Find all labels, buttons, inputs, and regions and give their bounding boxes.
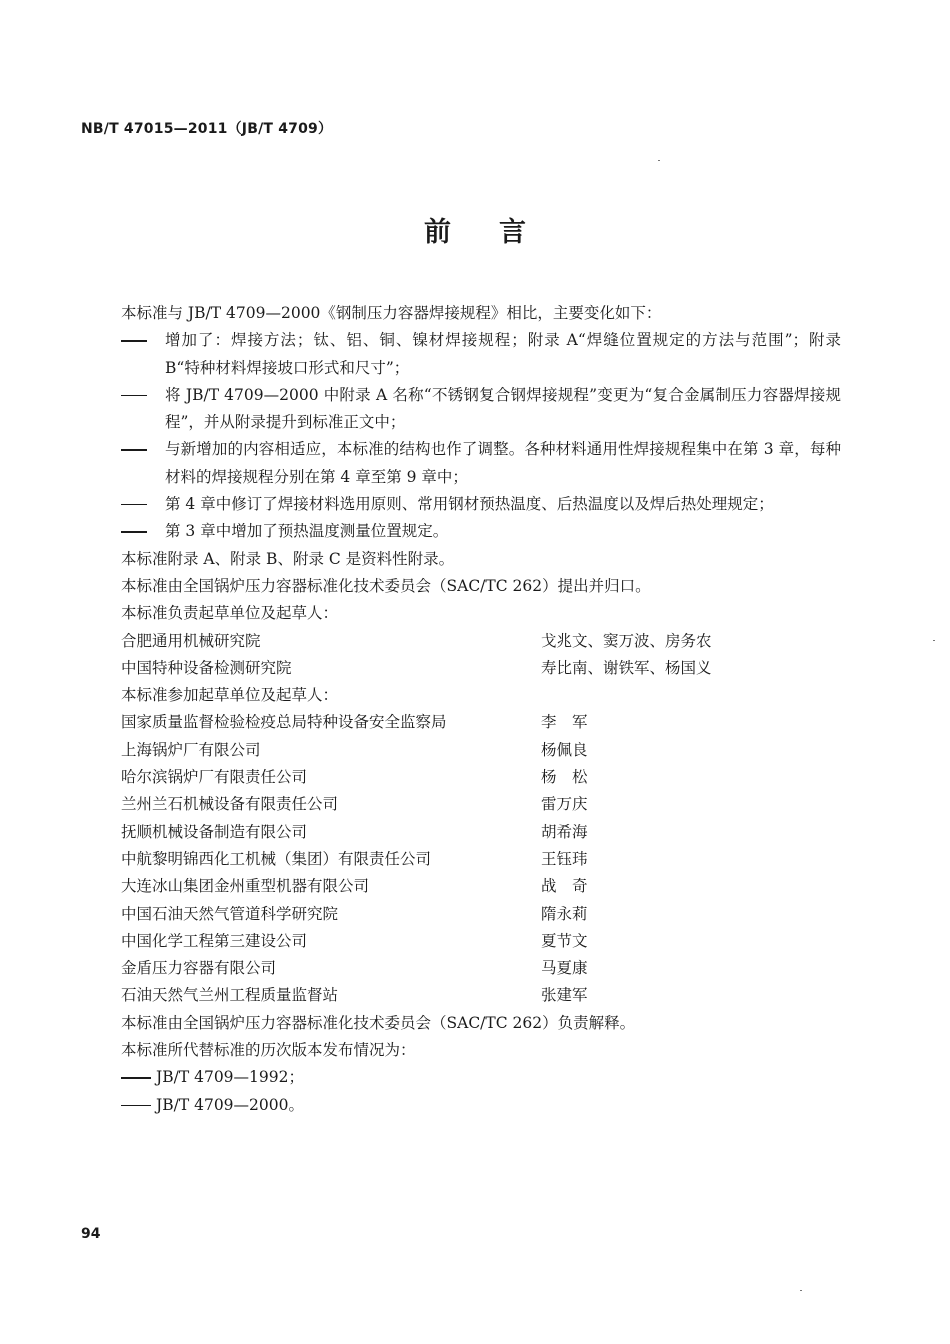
participant-org: 兰州兰石机械设备有限责任公司	[121, 795, 339, 814]
participant-names: 隋永莉	[541, 904, 588, 923]
intro-paragraph: 本标准与 JB/T 4709—2000《钢制压力容器焊接规程》相比，主要变化如下：	[121, 304, 662, 322]
proposed-by: 本标准由全国锅炉压力容器标准化技术委员会（SAC/TC 262）提出并归口。	[121, 576, 651, 595]
history-text: JB/T 4709—1992；	[156, 1068, 304, 1087]
participant-org: 金盾压力容器有限公司	[121, 959, 277, 978]
history-text: JB/T 4709—2000。	[156, 1095, 304, 1114]
participant-names: 李 军	[541, 713, 588, 732]
participant-row	[121, 791, 841, 818]
change-text: 第 3 章中增加了预热温度测量位置规定。	[165, 522, 449, 541]
participant-org: 中航黎明锦西化工机械（集团）有限责任公司	[121, 849, 432, 868]
scan-speck	[933, 640, 935, 641]
history-heading: 本标准所代替标准的历次版本发布情况为：	[121, 1041, 416, 1060]
participant-row	[121, 873, 841, 900]
participant-names: 张建军	[541, 986, 588, 1005]
lead-drafters-heading: 本标准负责起草单位及起草人：	[121, 604, 339, 623]
participant-row	[121, 819, 841, 846]
participant-org: 抚顺机械设备制造有限公司	[121, 822, 308, 841]
participant-row	[121, 709, 841, 736]
scan-speck	[658, 160, 660, 161]
participant-names: 马夏康	[541, 959, 588, 978]
change-item	[121, 518, 841, 545]
drafter-names: 寿比南、谢铁军、杨国义	[541, 658, 712, 677]
participant-row	[121, 982, 841, 1009]
participant-names: 夏节文	[541, 931, 588, 950]
participant-names: 战 奇	[541, 877, 588, 896]
change-text: 第 4 章中修订了焊接材料选用原则、常用钢材预热温度、后热温度以及焊后热处理规定；	[165, 495, 774, 514]
participant-org: 中国石油天然气管道科学研究院	[121, 904, 339, 923]
participant-names: 杨佩良	[541, 740, 588, 759]
drafter-org: 中国特种设备检测研究院	[121, 658, 292, 677]
change-item	[121, 491, 841, 518]
participant-row	[121, 764, 841, 791]
participant-row	[121, 955, 841, 982]
participant-names: 王钰玮	[541, 849, 588, 868]
appendix-note: 本标准附录 A、附录 B、附录 C 是资料性附录。	[121, 549, 455, 568]
standard-code: NB/T 47015—2011（JB/T 4709）	[81, 121, 333, 137]
change-item	[121, 436, 841, 491]
change-text: 增加了：焊接方法；钛、铝、铜、镍材焊接规程；附录 A“焊缝位置规定的方法与范围”；附录 B“特种材料焊接坡口形式和尺寸”；	[165, 331, 841, 377]
participant-org: 上海锅炉厂有限公司	[121, 740, 261, 759]
participant-org: 大连冰山集团金州重型机器有限公司	[121, 877, 370, 896]
participant-org: 中国化学工程第三建设公司	[121, 931, 308, 950]
drafter-row	[121, 628, 841, 655]
foreword-body	[121, 300, 841, 1119]
history-item	[121, 1092, 841, 1119]
drafter-row	[121, 655, 841, 682]
history-item	[121, 1064, 841, 1091]
participant-row	[121, 846, 841, 873]
participant-org: 国家质量监督检验检疫总局特种设备安全监察局	[121, 713, 447, 732]
participant-org: 石油天然气兰州工程质量监督站	[121, 986, 339, 1005]
drafter-org: 合肥通用机械研究院	[121, 631, 261, 650]
change-item	[121, 382, 841, 437]
page-title: 前言	[424, 217, 574, 248]
participant-names: 雷万庆	[541, 795, 588, 814]
participant-row	[121, 737, 841, 764]
interpreted-by: 本标准由全国锅炉压力容器标准化技术委员会（SAC/TC 262）负责解释。	[121, 1013, 636, 1032]
change-text: 将 JB/T 4709—2000 中附录 A 名称“不锈钢复合钢焊接规程”变更为“复合金属制压力容器焊接规程”，并从附录提升到标准正文中；	[165, 385, 841, 432]
participant-names: 胡希海	[541, 822, 588, 841]
page-number: 94	[81, 1226, 101, 1242]
participant-row	[121, 928, 841, 955]
participant-row	[121, 901, 841, 928]
participant-names: 杨 松	[541, 768, 588, 787]
change-text: 与新增加的内容相适应，本标准的结构也作了调整。各种材料通用性焊接规程集中在第 3 章，每种材料的焊接规程分别在第 4 章至第 9 章中；	[165, 440, 841, 486]
drafter-names: 戈兆文、窦万波、房务农	[541, 631, 712, 650]
participating-heading: 本标准参加起草单位及起草人：	[121, 686, 339, 705]
participant-org: 哈尔滨锅炉厂有限责任公司	[121, 768, 308, 787]
change-item	[121, 327, 841, 382]
scan-speck	[800, 1290, 802, 1291]
